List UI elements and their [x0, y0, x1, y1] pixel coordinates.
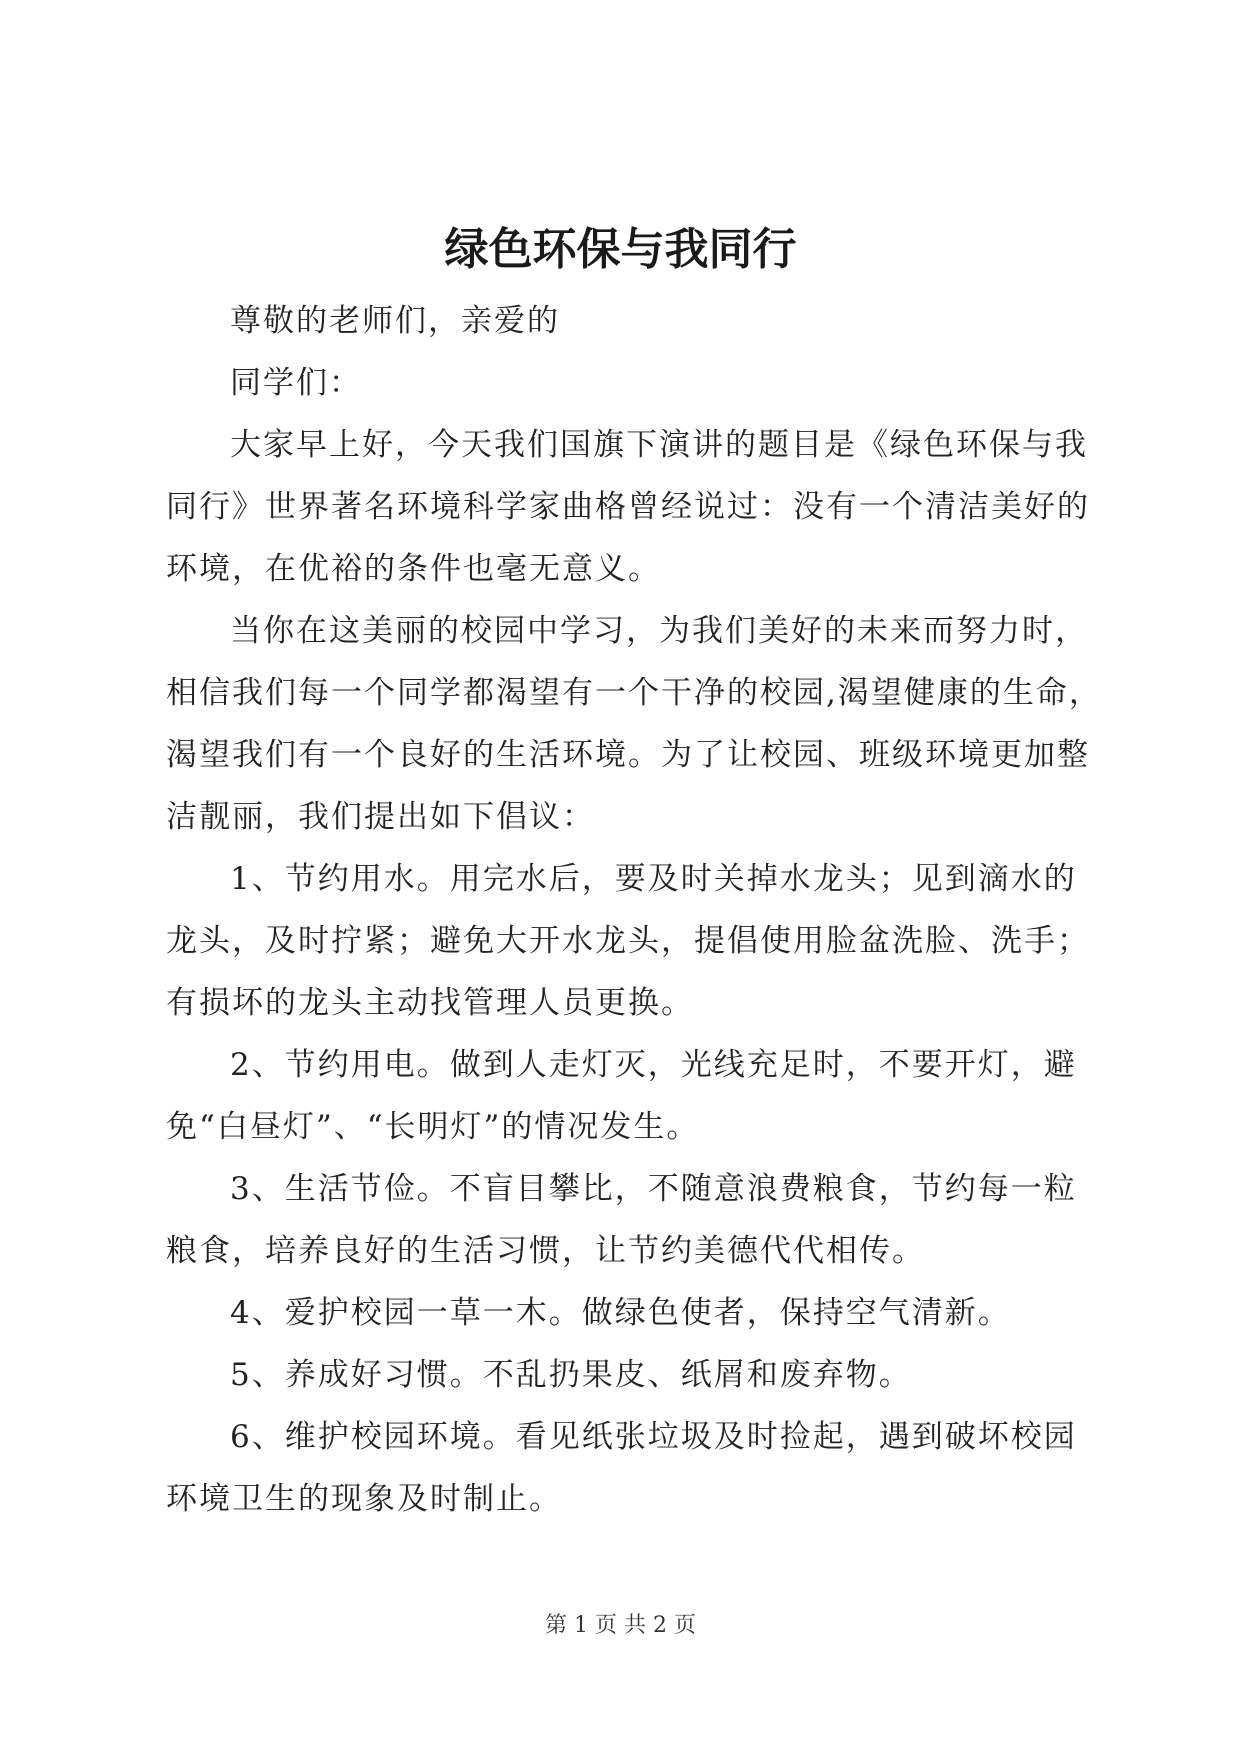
paragraph-item-3: [166, 1158, 1084, 1282]
paragraph-item-4: [166, 1282, 1084, 1344]
text-line: 大家早上好，今天我们国旗下演讲的题目是《绿色环保与我: [230, 427, 1088, 463]
text-line: 1、节约用水。用完水后，要及时关掉水龙头；见到滴水的: [230, 861, 1077, 897]
text-line: 相信我们每一个同学都渴望有一个干净的校园,渴望健康的生命，: [166, 675, 1102, 711]
document-title: 绿色环保与我同行: [444, 224, 797, 275]
text-line: 有损坏的龙头主动找管理人员更换。: [166, 985, 694, 1021]
text-line: 粮食，培养良好的生活习惯，让节约美德代代相传。: [166, 1233, 925, 1269]
document-body: [166, 290, 1102, 1530]
text-line: 当你在这美丽的校园中学习，为我们美好的未来而努力时，: [230, 613, 1088, 649]
text-line: 4、爱护校园一草一木。做绿色使者，保持空气清新。: [230, 1295, 1011, 1331]
paragraph-item-1: [166, 848, 1090, 1034]
text-line: 免“白昼灯”、“长明灯”的情况发生。: [166, 1109, 700, 1145]
text-line: 洁靓丽，我们提出如下倡议：: [166, 799, 595, 835]
text-line: 3、生活节俭。不盲目攀比，不随意浪费粮食，节约每一粒: [230, 1171, 1077, 1207]
text-line: 环境，在优裕的条件也毫无意义。: [166, 551, 661, 587]
text-line: 6、维护校园环境。看见纸张垃圾及时捡起，遇到破坏校园: [230, 1419, 1077, 1455]
paragraph-context: [166, 600, 1102, 848]
paragraph-item-6: [166, 1406, 1084, 1530]
text-line: 2、节约用电。做到人走灯灭，光线充足时，不要开灯，避: [230, 1047, 1077, 1083]
text-line: 同行》世界著名环境科学家曲格曾经说过：没有一个清洁美好的: [166, 489, 1090, 525]
text-line: 环境卫生的现象及时制止。: [166, 1481, 562, 1517]
text-line: 渴望我们有一个良好的生活环境。为了让校园、班级环境更加整: [166, 737, 1090, 773]
page-number: 第 1 页 共 2 页: [545, 1613, 696, 1638]
paragraph-item-5: [166, 1344, 1084, 1406]
paragraph-intro: [166, 414, 1090, 600]
text-line: 5、养成好习惯。不乱扔果皮、纸屑和废弃物。: [230, 1357, 912, 1393]
paragraph-salutation-1: [166, 290, 1084, 352]
text-line: 同学们：: [230, 365, 362, 401]
text-line: 龙头，及时拧紧；避免大开水龙头，提倡使用脸盆洗脸、洗手；: [166, 923, 1090, 959]
paragraph-item-2: [166, 1034, 1084, 1158]
page-footer: [0, 1612, 1241, 1640]
paragraph-salutation-2: [166, 352, 1084, 414]
text-line: 尊敬的老师们，亲爱的: [230, 303, 560, 339]
